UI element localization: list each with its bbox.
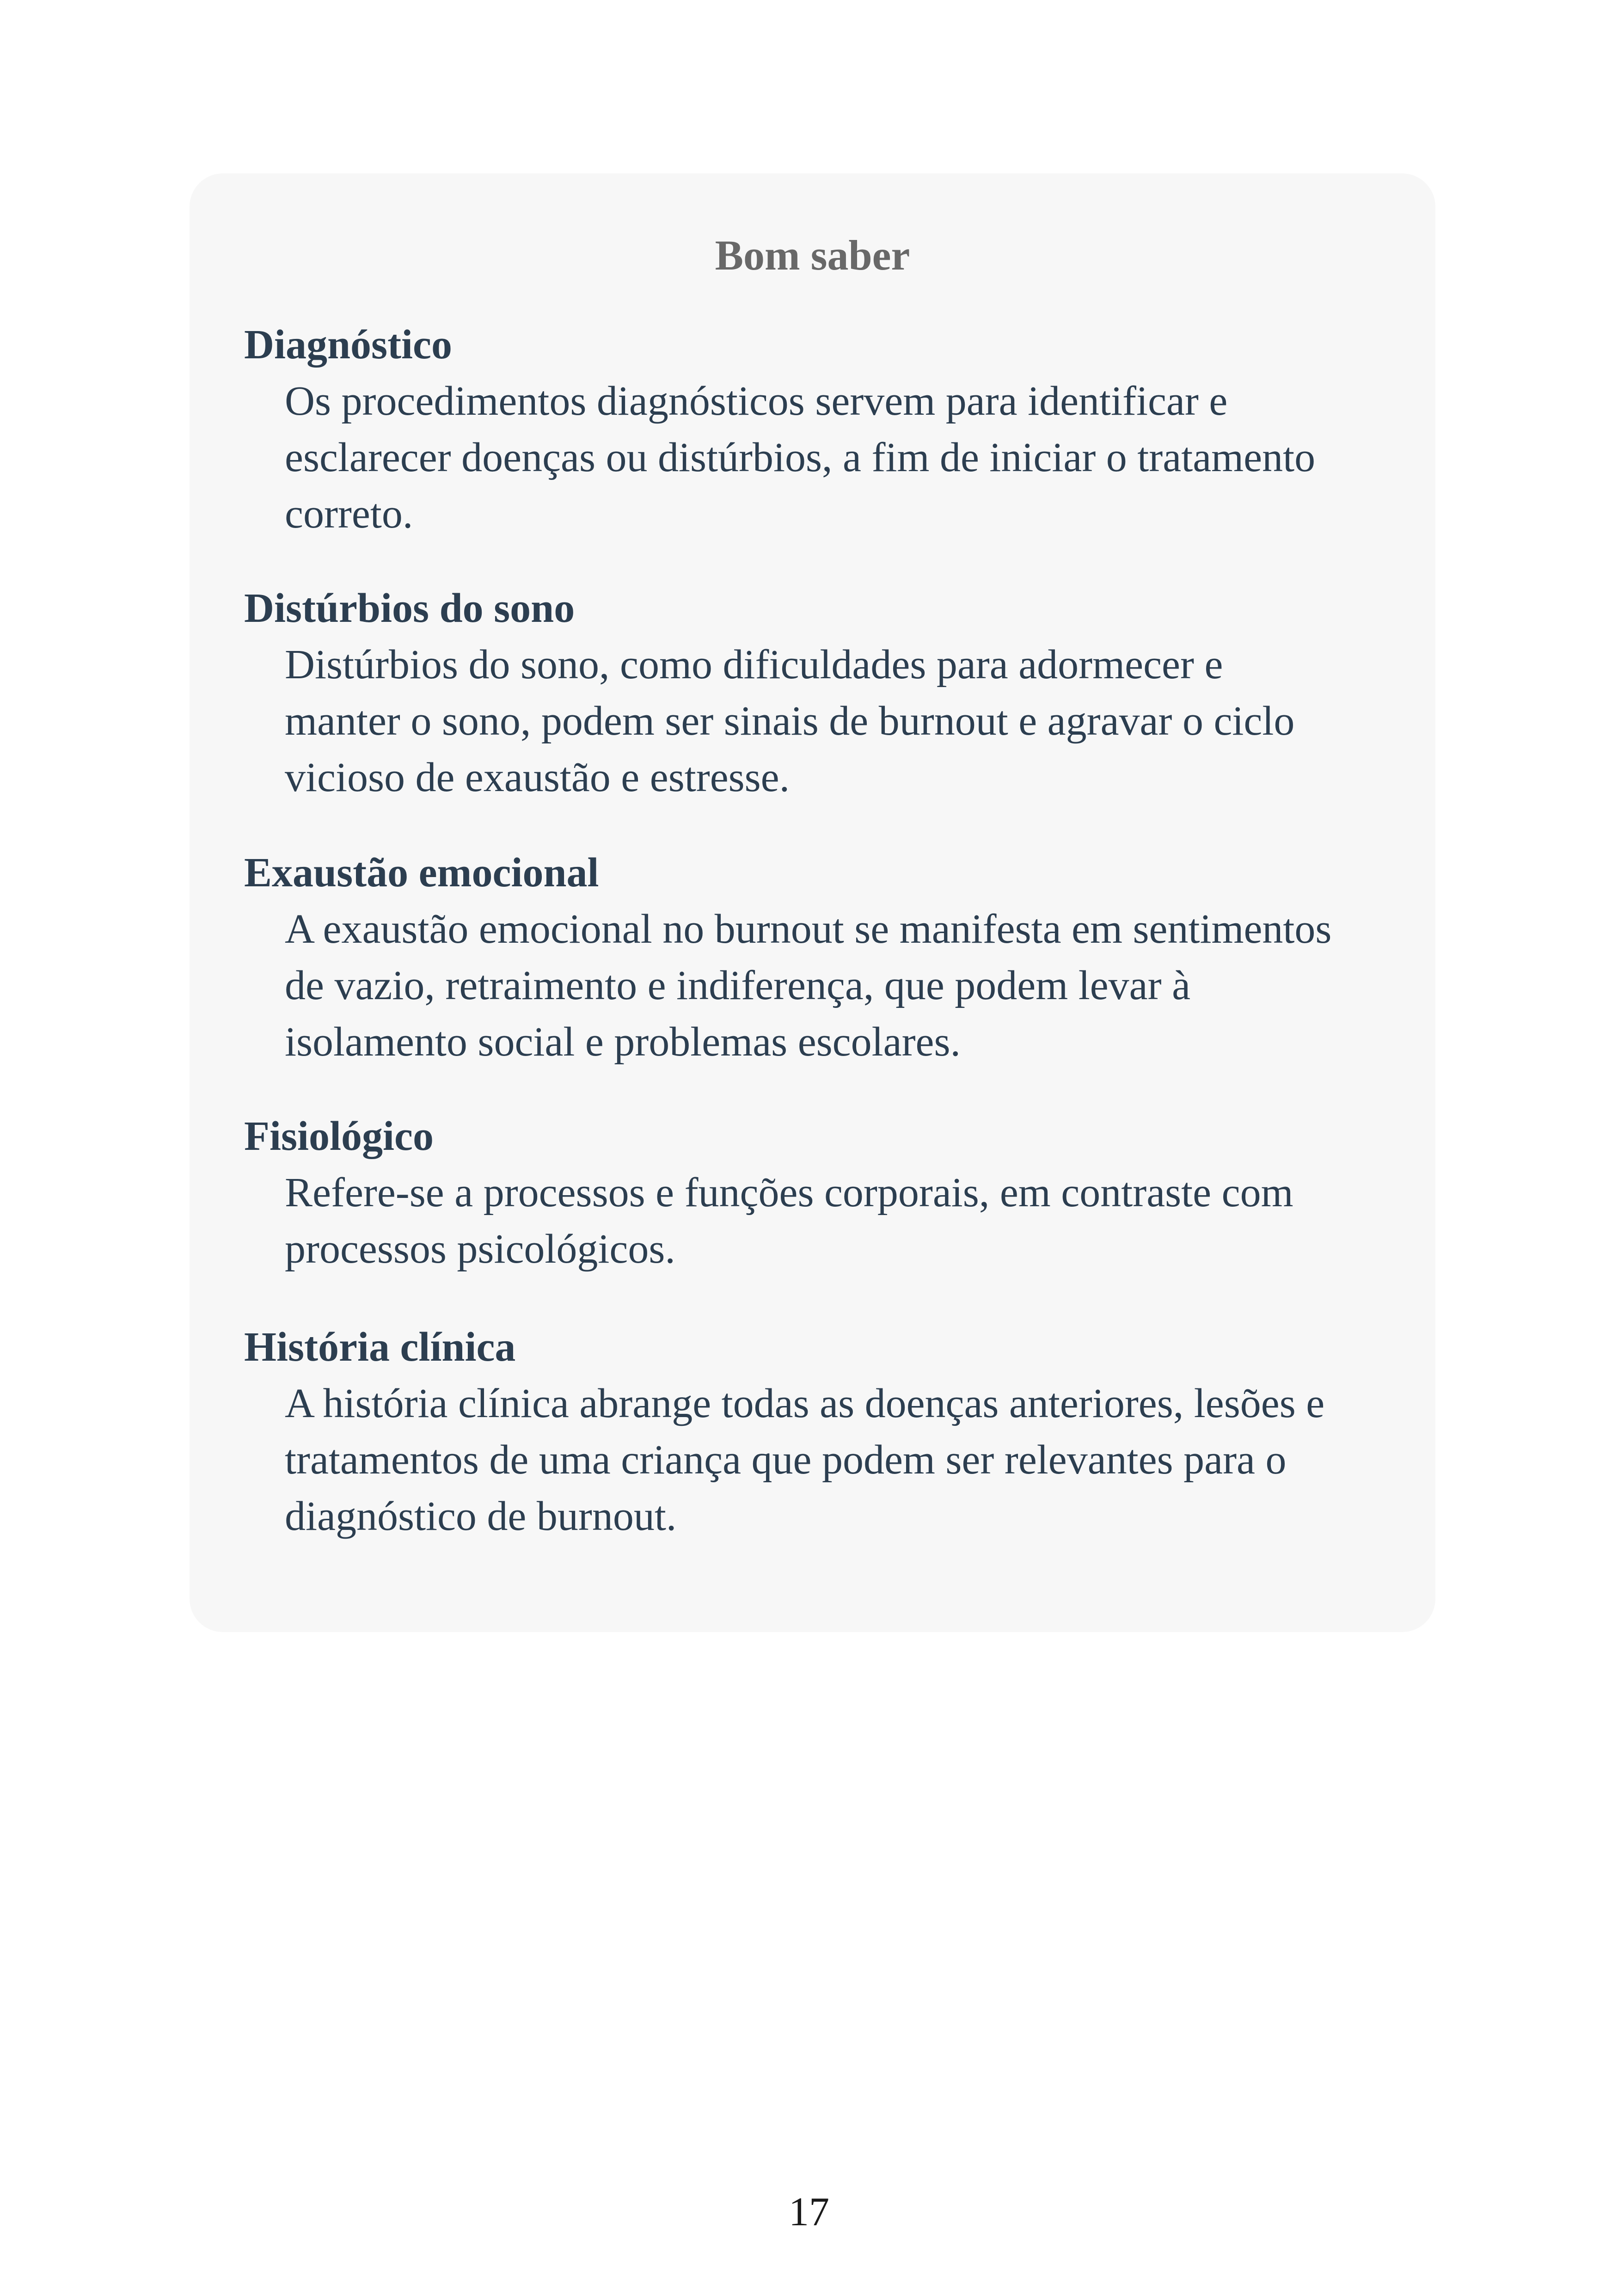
glossary-term: Exaustão emocional [244, 850, 599, 896]
definition-line: diagnóstico de burnout. [285, 1493, 677, 1539]
glossary-term: Diagnóstico [244, 322, 452, 368]
definition-line: Os procedimentos diagnósticos servem para identificar e [285, 378, 1228, 424]
definition-line: tratamentos de uma criança que podem ser relevantes para o [285, 1437, 1287, 1483]
glossary-entry-historia-clinica [244, 1319, 1400, 1545]
glossary-definition [244, 901, 1394, 1070]
definition-line: vicioso de exaustão e estresse. [285, 755, 790, 800]
definition-line: Distúrbios do sono, como dificuldades para adormecer e [285, 642, 1223, 688]
definition-line: esclarecer doenças ou distúrbios, a fim de iniciar o tratamento [285, 435, 1316, 480]
definition-line: A história clínica abrange todas as doenças anteriores, lesões e [285, 1381, 1325, 1426]
definition-line: correto. [285, 491, 413, 537]
glossary-entry-exaustao-emocional [244, 845, 1400, 1070]
glossary-definition [244, 637, 1394, 806]
glossary-entry-disturbios-do-sono [244, 580, 1400, 806]
definition-line: manter o sono, podem ser sinais de burnout e agravar o ciclo [285, 698, 1295, 744]
glossary-term: Distúrbios do sono [244, 585, 575, 631]
glossary-term: Fisiológico [244, 1113, 434, 1159]
good-to-know-box [190, 173, 1435, 1632]
page-number: 17 [789, 2190, 829, 2235]
glossary-definition [244, 1375, 1394, 1545]
definition-line: de vazio, retraimento e indiferença, que podem levar à [285, 963, 1191, 1008]
box-title: Bom saber [715, 232, 910, 279]
glossary-definition [244, 1165, 1394, 1277]
definition-line: processos psicológicos. [285, 1226, 675, 1272]
glossary-definition [244, 373, 1394, 542]
definition-line: isolamento social e problemas escolares. [285, 1019, 961, 1065]
definition-line: A exaustão emocional no burnout se manifesta em sentimentos [285, 906, 1332, 952]
glossary-entry-fisiologico [244, 1108, 1400, 1277]
glossary-term: História clínica [244, 1324, 516, 1370]
definition-line: Refere-se a processos e funções corporais, em contraste com [285, 1170, 1293, 1216]
glossary-entry-diagnostico [244, 317, 1400, 542]
